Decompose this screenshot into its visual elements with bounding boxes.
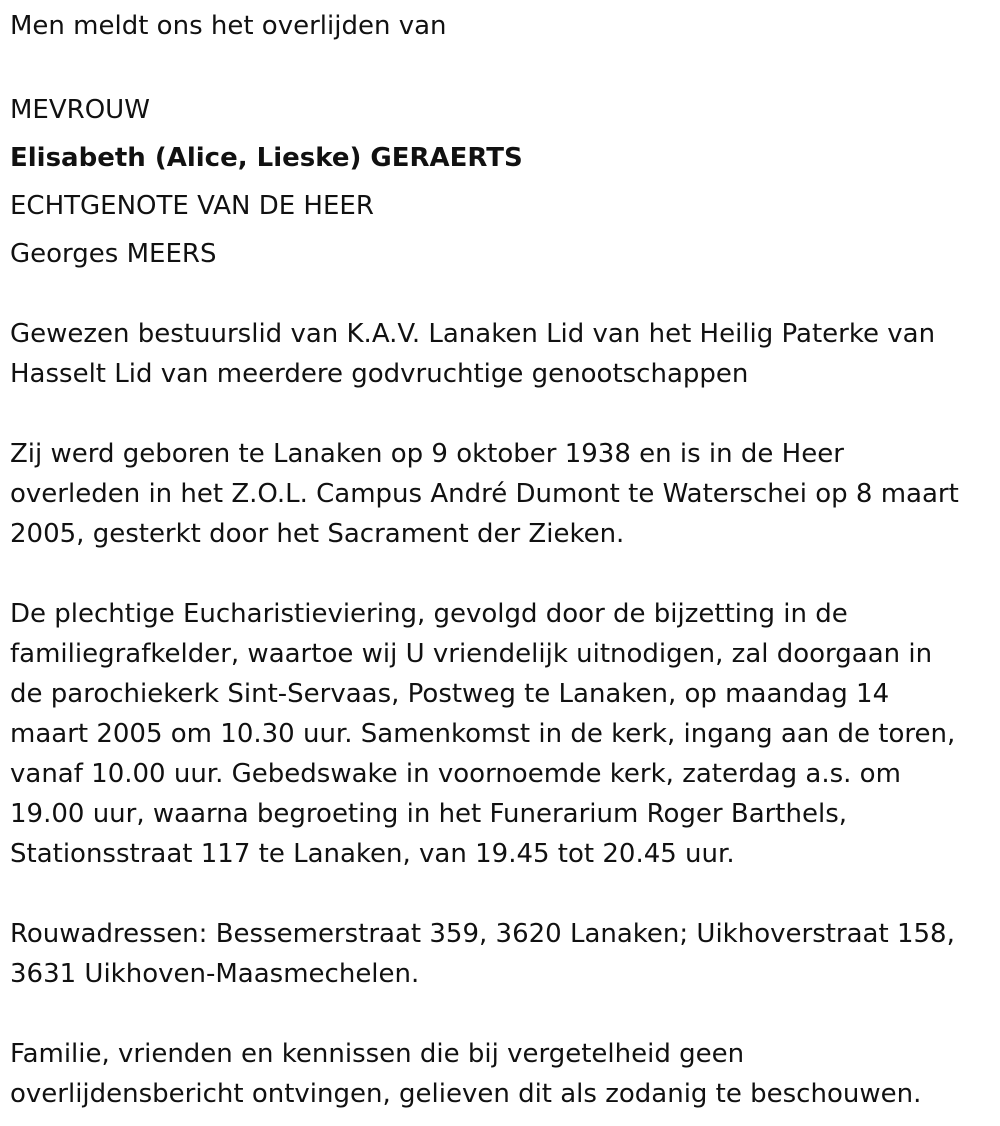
spouse-name: Georges MEERS — [10, 239, 217, 269]
ceremony-paragraph — [10, 594, 995, 874]
death-notice — [10, 6, 995, 1114]
intro-text: Men meldt ons het overlijden van — [10, 11, 447, 41]
roles-line: Gewezen bestuurslid van K.A.V. Lanaken Lid van het Heilig Paterke van — [10, 319, 936, 349]
closing-line: overlijdensbericht ontvingen, gelieven dit als zodanig te beschouwen. — [10, 1079, 922, 1109]
birth-death-line: 2005, gesterkt door het Sacrament der Zieken. — [10, 519, 625, 549]
ceremony-line: De plechtige Eucharistieviering, gevolgd door de bijzetting in de — [10, 599, 848, 629]
title-prefix: MEVROUW — [10, 95, 150, 125]
ceremony-line: maart 2005 om 10.30 uur. Samenkomst in de kerk, ingang aan de toren, — [10, 719, 956, 749]
ceremony-line: familiegrafkelder, waartoe wij U vriendelijk uitnodigen, zal doorgaan in — [10, 639, 933, 669]
birth-death-paragraph — [10, 434, 995, 554]
roles-line: Hasselt Lid van meerdere godvruchtige genootschappen — [10, 359, 749, 389]
addresses-line: 3631 Uikhoven-Maasmechelen. — [10, 959, 420, 989]
roles-paragraph — [10, 314, 995, 394]
ceremony-line: Stationsstraat 117 te Lanaken, van 19.45 tot 20.45 uur. — [10, 839, 735, 869]
closing-paragraph — [10, 1034, 995, 1114]
birth-death-line: overleden in het Z.O.L. Campus André Dumont te Waterschei op 8 maart — [10, 479, 959, 509]
spouse-prefix: ECHTGENOTE VAN DE HEER — [10, 191, 374, 221]
closing-line: Familie, vrienden en kennissen die bij vergetelheid geen — [10, 1039, 745, 1069]
ceremony-line: de parochiekerk Sint-Servaas, Postweg te Lanaken, op maandag 14 — [10, 679, 890, 709]
ceremony-line: vanaf 10.00 uur. Gebedswake in voornoemde kerk, zaterdag a.s. om — [10, 759, 901, 789]
birth-death-line: Zij werd geboren te Lanaken op 9 oktober 1938 en is in de Heer — [10, 439, 844, 469]
deceased-name: Elisabeth (Alice, Lieske) GERAERTS — [10, 143, 523, 173]
ceremony-line: 19.00 uur, waarna begroeting in het Funerarium Roger Barthels, — [10, 799, 848, 829]
addresses-line: Rouwadressen: Bessemerstraat 359, 3620 Lanaken; Uikhoverstraat 158, — [10, 919, 955, 949]
addresses-paragraph — [10, 914, 995, 994]
name-block — [10, 86, 995, 278]
